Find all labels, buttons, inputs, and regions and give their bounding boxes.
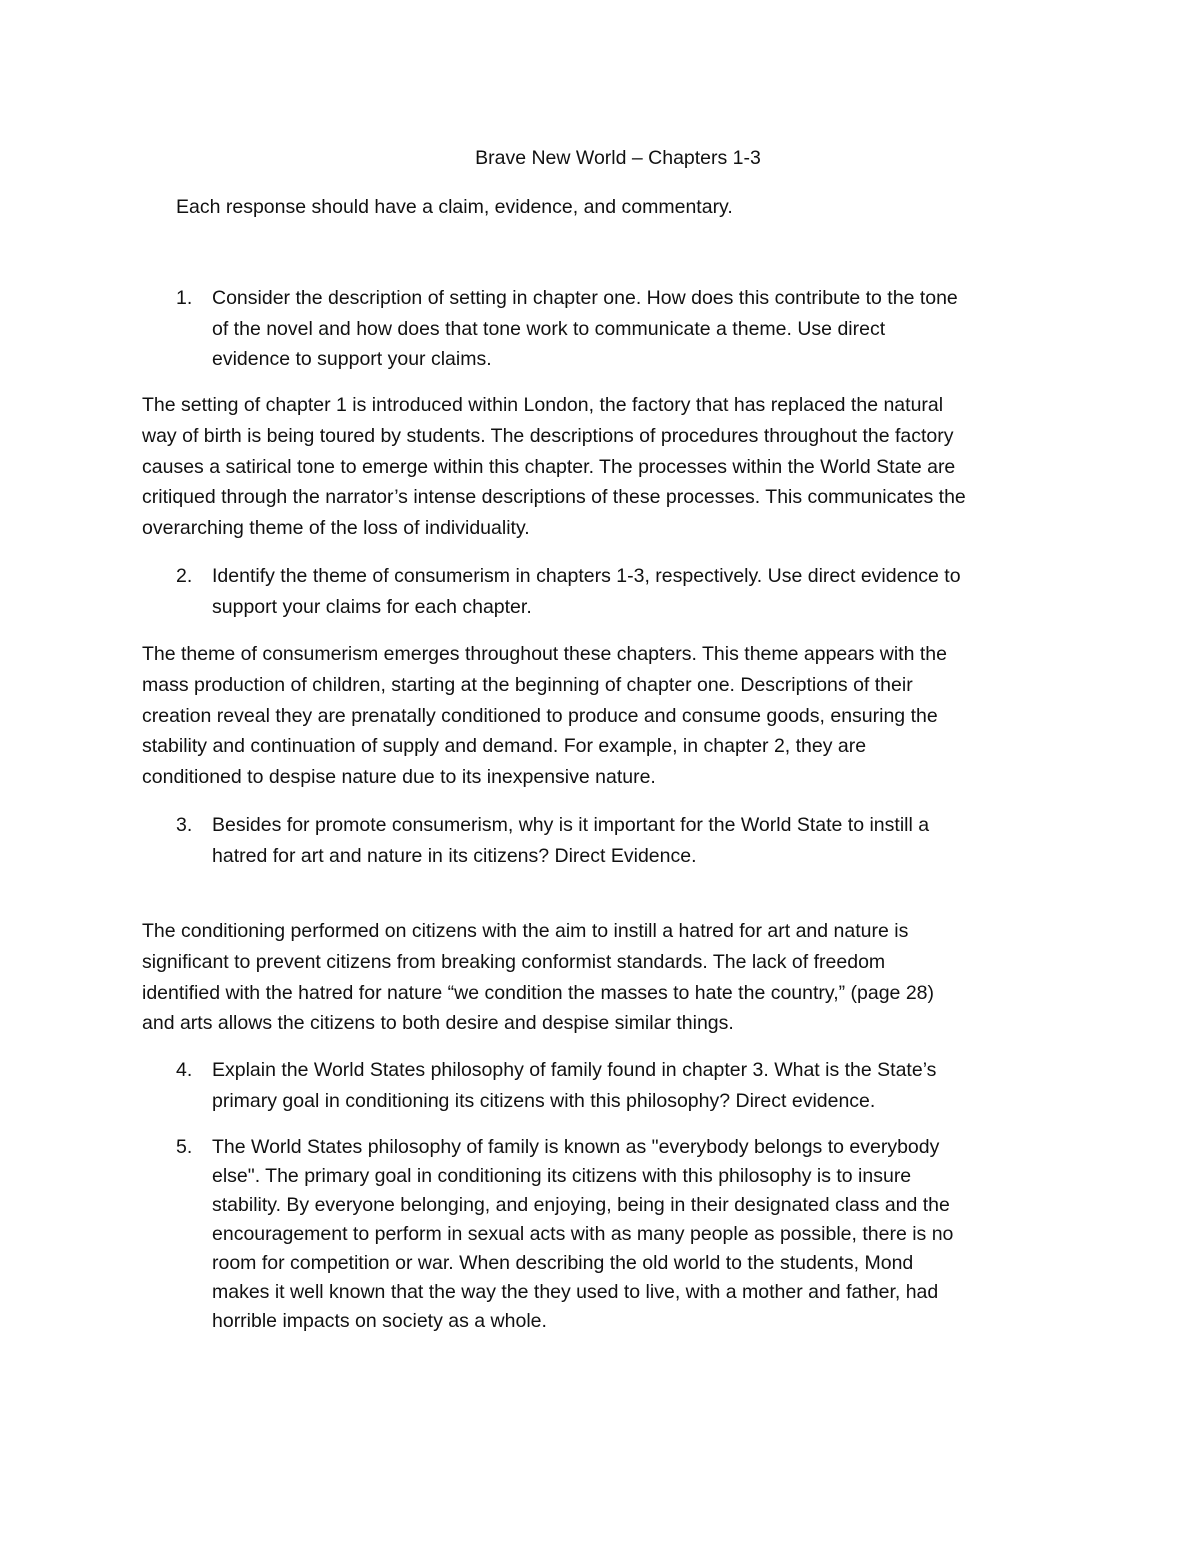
answer-line: creation reveal they are prenatally conditioned to produce and consume goods, ensuring the xyxy=(142,704,938,727)
question-line: hatred for art and nature in its citizens? Direct Evidence. xyxy=(212,844,697,867)
answer-line: else". The primary goal in conditioning its citizens with this philosophy is to insure xyxy=(212,1165,912,1187)
question-number: 1. xyxy=(176,287,193,309)
question-number: 5. xyxy=(176,1136,193,1158)
question-line: Explain the World States philosophy of family found in chapter 3. What is the State’s xyxy=(212,1059,937,1081)
instructions: Each response should have a claim, evidence, and commentary. xyxy=(176,196,733,218)
answer-line: encouragement to perform in sexual acts with as many people as possible, there is no xyxy=(212,1223,954,1245)
answer-line: stability and continuation of supply and demand. For example, in chapter 2, they are xyxy=(142,735,867,758)
answer-line: mass production of children, starting at the beginning of chapter one. Descriptions of their xyxy=(142,673,913,696)
question-number: 4. xyxy=(176,1059,193,1081)
question-line: Identify the theme of consumerism in chapters 1-3, respectively. Use direct evidence to xyxy=(212,565,961,587)
answer-2 xyxy=(142,639,1072,793)
answer-3 xyxy=(142,916,1072,1039)
answer-line: The World States philosophy of family is known as "everybody belongs to everybody xyxy=(212,1136,940,1158)
answer-1 xyxy=(142,390,1072,544)
answer-line: The setting of chapter 1 is introduced within London, the factory that has replaced the natural xyxy=(142,394,944,416)
question-text xyxy=(212,1055,1092,1116)
answer-line: overarching theme of the loss of individuality. xyxy=(142,517,530,540)
answer-line: room for competition or war. When describing the old world to the students, Mond xyxy=(212,1252,914,1274)
answer-line: causes a satirical tone to emerge within this chapter. The processes within the World State are xyxy=(142,455,956,478)
answer-line: horrible impacts on society as a whole. xyxy=(212,1310,547,1332)
question-text xyxy=(212,810,1092,871)
answer-line: stability. By everyone belonging, and enjoying, being in their designated class and the xyxy=(212,1194,950,1216)
answer-line: The theme of consumerism emerges throughout these chapters. This theme appears with the xyxy=(142,643,947,665)
question-text xyxy=(212,1133,1092,1336)
question-line: evidence to support your claims. xyxy=(212,348,492,370)
question-text xyxy=(212,561,1092,622)
question-line: Consider the description of setting in chapter one. How does this contribute to the tone xyxy=(212,287,958,309)
answer-line: identified with the hatred for nature “we condition the masses to hate the country,” (page 28) xyxy=(142,981,935,1004)
question-line: support your claims for each chapter. xyxy=(212,595,532,618)
answer-line: makes it well known that the way the they used to live, with a mother and father, had xyxy=(212,1281,939,1303)
answer-line: conditioned to despise nature due to its inexpensive nature. xyxy=(142,766,656,789)
question-number: 2. xyxy=(176,565,193,587)
answer-line: The conditioning performed on citizens with the aim to instill a hatred for art and nature is xyxy=(142,920,909,942)
question-number: 3. xyxy=(176,814,193,836)
answer-line: way of birth is being toured by students. The descriptions of procedures throughout the factory xyxy=(142,424,954,447)
question-text xyxy=(212,283,1092,375)
document-title: Brave New World – Chapters 1-3 xyxy=(475,147,761,169)
answer-line: and arts allows the citizens to both desire and despise similar things. xyxy=(142,1012,734,1035)
question-line: primary goal in conditioning its citizens with this philosophy? Direct evidence. xyxy=(212,1089,876,1112)
answer-line: significant to prevent citizens from breaking conformist standards. The lack of freedom xyxy=(142,950,886,973)
question-line: of the novel and how does that tone work to communicate a theme. Use direct xyxy=(212,317,886,340)
question-line: Besides for promote consumerism, why is it important for the World State to instill a xyxy=(212,814,930,836)
answer-line: critiqued through the narrator’s intense descriptions of these processes. This communicates the xyxy=(142,486,966,509)
